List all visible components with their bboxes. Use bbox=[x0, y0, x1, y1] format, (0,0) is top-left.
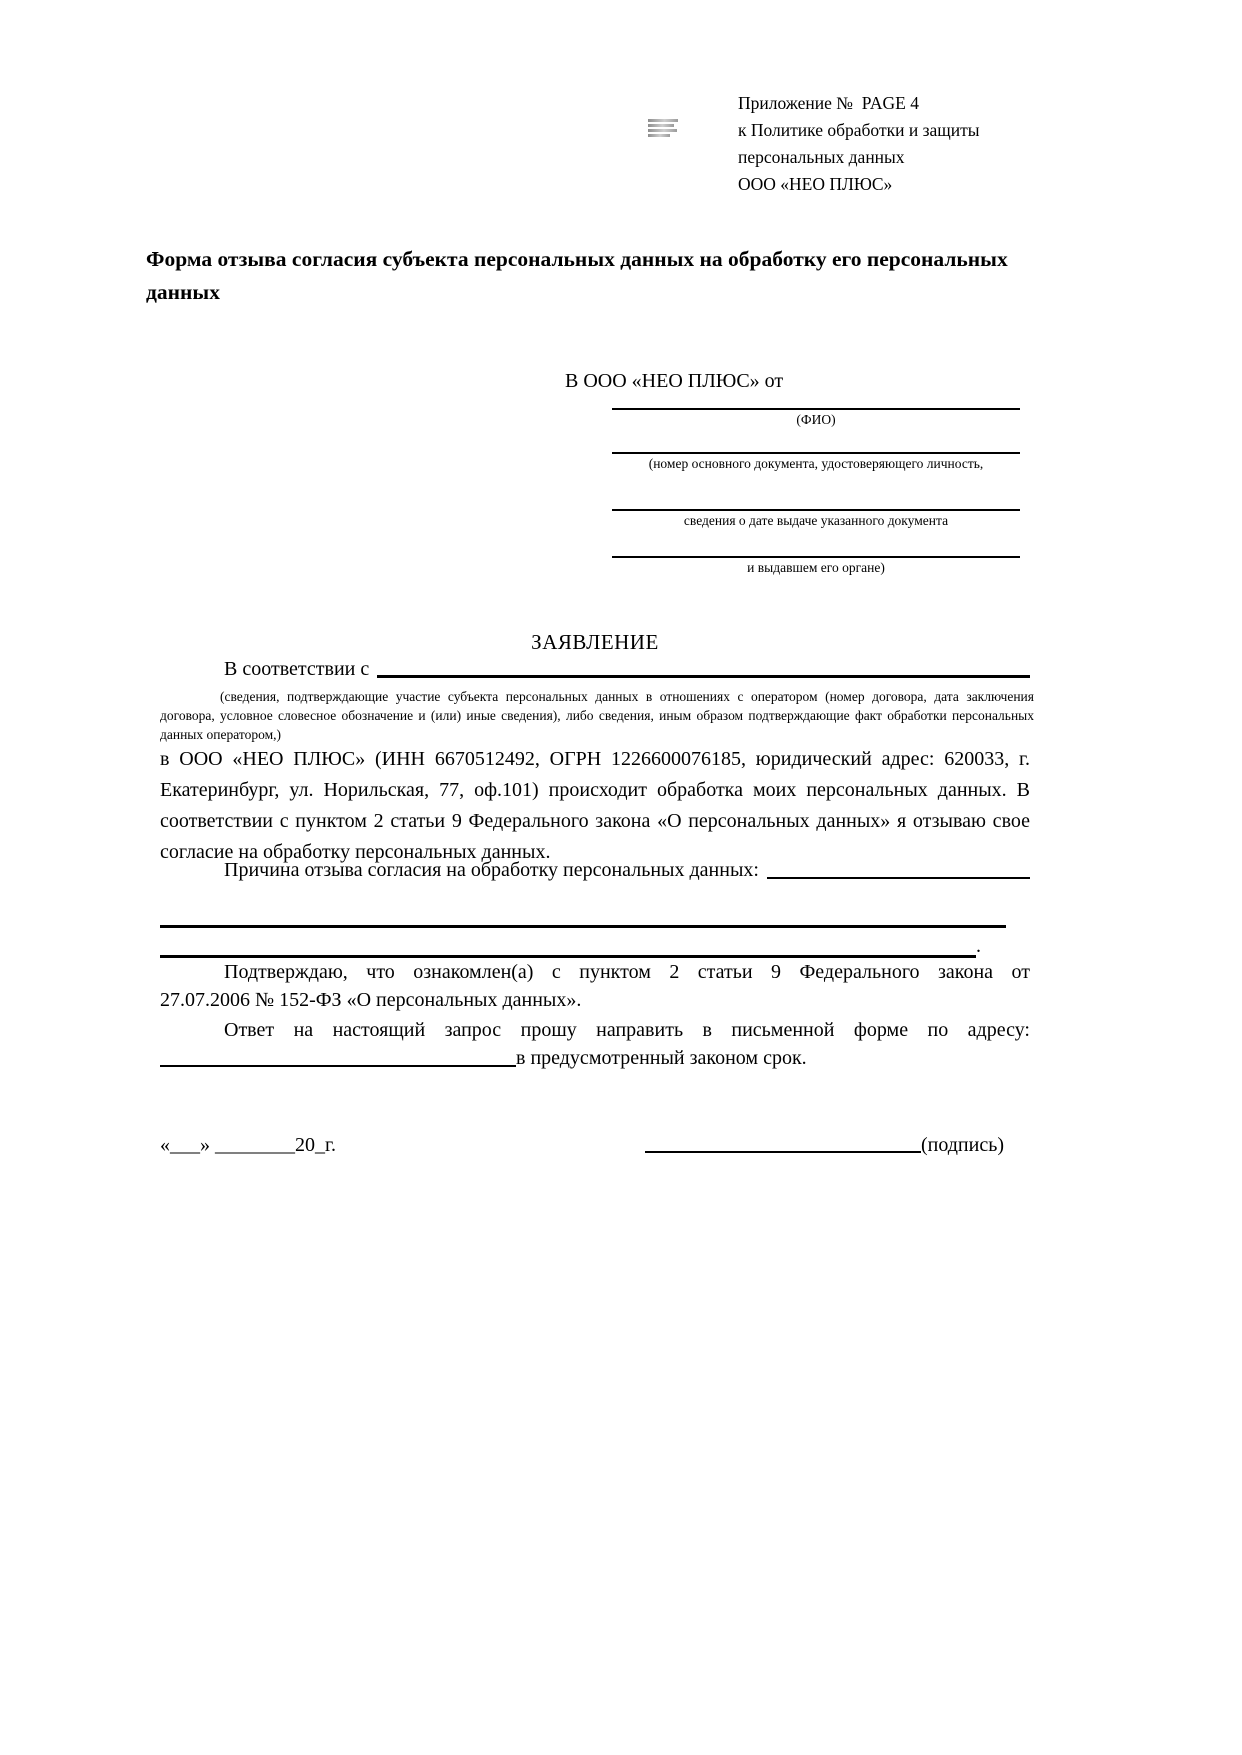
blurred-field-code-artifact bbox=[648, 119, 678, 137]
reason-prefix: Причина отзыва согласия на обработку персональных данных: bbox=[224, 859, 759, 881]
issue-date-caption: сведения о дате выдаче указанного документа bbox=[683, 513, 949, 528]
footnote-text: (сведения, подтверждающие участие субъекта персональных данных в отношениях с оператором (номер договора, дата заключения договора, условное словесное обозначение и (или) иные сведения), либо сведения, иным образом подтверждающие факт обработки персональных данных оператором,) bbox=[160, 689, 1034, 742]
appendix-line-1: Приложение № PAGE 4 bbox=[738, 93, 919, 113]
reason-blank[interactable] bbox=[767, 877, 1030, 879]
basis-blank[interactable] bbox=[377, 675, 1030, 678]
issuing-authority-caption: и выдавшем его органе) bbox=[747, 560, 885, 575]
blank-line-period: . bbox=[976, 935, 981, 957]
signature-caption: (подпись) bbox=[920, 1134, 1004, 1156]
reply-request-line: Ответ на настоящий запрос прошу направить в письменной форме по адресу: bbox=[224, 1019, 1030, 1041]
issuing-authority-blank[interactable] bbox=[612, 529, 1020, 558]
statement-body: в ООО «НЕО ПЛЮС» (ИНН 6670512492, ОГРН 1226600076185, юридический адрес: 620033, г. Екатеринбург, ул. Норильская, 77, оф.101) происходит обработка моих персональных данных. В соответствии с пунктом 2 статьи 9 Федерального закона «О персональных данных» я отзываю свое согласие на обработку персональных данных. bbox=[160, 748, 1030, 863]
intro-prefix: В соответствии с bbox=[224, 658, 370, 680]
appendix-line-3: персональных данных bbox=[738, 147, 905, 167]
appendix-line-4: ООО «НЕО ПЛЮС» bbox=[738, 174, 893, 194]
issue-date-blank[interactable] bbox=[612, 472, 1020, 511]
document-number-blank[interactable] bbox=[612, 428, 1020, 454]
appendix-header bbox=[738, 90, 980, 198]
recipient-to-line: В ООО «НЕО ПЛЮС» от bbox=[565, 370, 784, 392]
reply-suffix: в предусмотренный законом срок. bbox=[516, 1047, 807, 1069]
reason-continuation-row bbox=[160, 929, 1030, 958]
signature-blank[interactable] bbox=[645, 1151, 921, 1153]
intro-row bbox=[160, 658, 1030, 681]
document-number-caption: (номер основного документа, удостоверяющего личность, bbox=[648, 456, 984, 471]
statement-heading: ЗАЯВЛЕНИЕ bbox=[531, 630, 659, 654]
reason-row bbox=[160, 859, 1030, 882]
reason-continuation-blank-2[interactable] bbox=[160, 929, 976, 958]
reply-address-blank[interactable] bbox=[160, 1065, 516, 1067]
confirmation-line-2: 27.07.2006 № 152-ФЗ «О персональных данных». bbox=[160, 989, 582, 1011]
fio-caption: (ФИО) bbox=[796, 412, 836, 427]
fio-blank[interactable] bbox=[612, 394, 1020, 410]
date-placeholder[interactable]: «___» ________20_г. bbox=[160, 1134, 336, 1156]
recipient-fields bbox=[612, 394, 1020, 576]
reason-continuation-blank-1[interactable] bbox=[160, 898, 1006, 928]
document-title: Форма отзыва согласия субъекта персональных данных на обработку его персональных данных bbox=[146, 247, 1008, 304]
date-signature-row bbox=[160, 1134, 1030, 1157]
confirmation-line-1: Подтверждаю, что ознакомлен(а) с пунктом 2 статьи 9 Федерального закона от bbox=[224, 961, 1030, 983]
appendix-line-2: к Политике обработки и защиты bbox=[738, 120, 980, 140]
reply-address-row bbox=[160, 1047, 1030, 1070]
signature-group bbox=[645, 1134, 1004, 1157]
